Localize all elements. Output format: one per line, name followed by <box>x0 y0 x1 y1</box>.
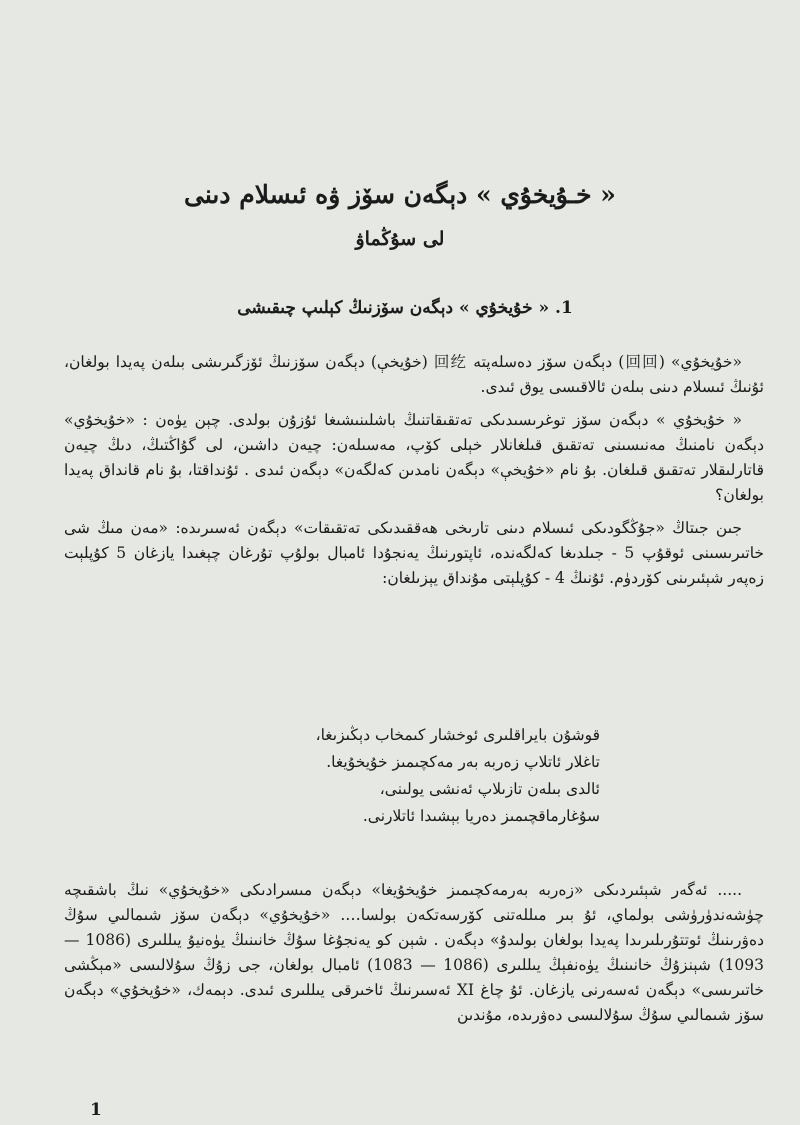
paragraph: ..... ئەگەر شېئىردىكى «زەربە بەرمەكچىمىز خۇيخۇيغا» دېگەن مىسرادىكى «خۇيخۇي» نىڭ باشقىچە چۈشەندۈرۈشى بولماي، ئۇ بىر مىللەتنى كۆرسەتكەن بولسا…. «خۇيخۇي» دېگەن سۆز شىمالىي سۇڭ دەۋرىنىڭ ئوتتۇرىلىرىدا پەيدا بولغان بولىدۇ» دېگەن . شېن كو يەنجۇغا سۇڭ خانىنىڭ يۈەنيۇ يىللىرى (1086 — 1093) شېنزۇڭ خانىنىڭ يۈەنفېڭ يىللىرى (1086 — 1083) ئامبال بولغان، جى زۇڭ سۇلالىسى «مېڭشى خاتىرىسى» دېگەن ئەسەرنى يازغان. ئۇ چاغ XI ئەسىرنىڭ ئاخىرقى يىللىرى ئىدى. دېمەك، «خۇيخۇي» دېگەن سۆز شىمالىي سۇڭ سۇلالىسى دەۋرىدە، مۇندىن <box>64 881 764 1024</box>
poem-line: ئالدى بىلەن تازىلاپ ئەنشى يولىنى، <box>379 780 600 798</box>
page-number: 1 <box>90 1100 102 1120</box>
section-heading: 1. « خۇيخۇي » دېگەن سۆزنىڭ كېلىپ چىقىشى <box>237 298 573 318</box>
poem-line: سۇغارماقچىمىز دەريا بېشىدا ئاتلارنى. <box>362 807 600 825</box>
paragraph: « خۇيخۇي » دېگەن سۆز توغرىسىدىكى تەتقىقاتنىڭ باشلىنىشىغا ئۇزۇن بولدى. چېن يۈەن : «خۇيخۇي» دېگەن نامنىڭ مەنىسىنى تەتقىق قىلغانلار خېلى كۆپ، مەسىلەن: چيەن داشىن، لى گۇاڭتىڭ، دىڭ چيەن قاتارلىقلار تەتقىق قىلغان. بۇ نام «خۇيخې» دېگەن نامدىن كەلگەن» دېگەن ئىدى . ئۇنداقتا، بۇ نام قانداق پەيدا بولغان؟ <box>64 411 764 504</box>
poem-line: تاغلار ئاتلاپ زەربە بەر مەكچىمىز خۇيخۇيغا. <box>326 753 600 771</box>
body-text <box>64 350 764 599</box>
paragraph: جىن جىتاڭ «جۇڭگودىكى ئىسلام دىنى تارىخى ھەققىدىكى تەتقىقات» دېگەن ئەسىرىدە: «مەن مىڭ شى خاتىرىسىنى ئوقۇپ 5 - جىلدىغا كەلگەندە، ئاپتورنىڭ يەنجۇدا ئامبال بولۇپ تۇرغان چېغىدا يازغان 5 كۇپلېت زەپەر شېئىرىنى كۆردۈم. ئۇنىڭ 4 - كۇپلېتى مۇنداق يېزىلغان: <box>64 519 765 587</box>
author-name: لى سۇڭماۋ <box>355 228 445 250</box>
closing-text <box>64 878 764 1028</box>
poem-block <box>300 722 600 830</box>
article-title: « خـۇيخۇي » دېگەن سۆز ۋە ئىسلام دىنى <box>184 180 616 209</box>
paragraph: «خۇيخۇي» (回回) دېگەن سۆز دەسلەپتە 回纥 (خۇيخې) دېگەن سۆزنىڭ ئۆزگىرىشى بىلەن پەيدا بولغان، ئۇنىڭ ئىسلام دىنى بىلەن ئالاقىسى يوق ئىدى. <box>64 353 764 396</box>
poem-line: قوشۇن بايراقلىرى ئوخشار كىمخاب دېڭىزىغا، <box>315 726 600 744</box>
